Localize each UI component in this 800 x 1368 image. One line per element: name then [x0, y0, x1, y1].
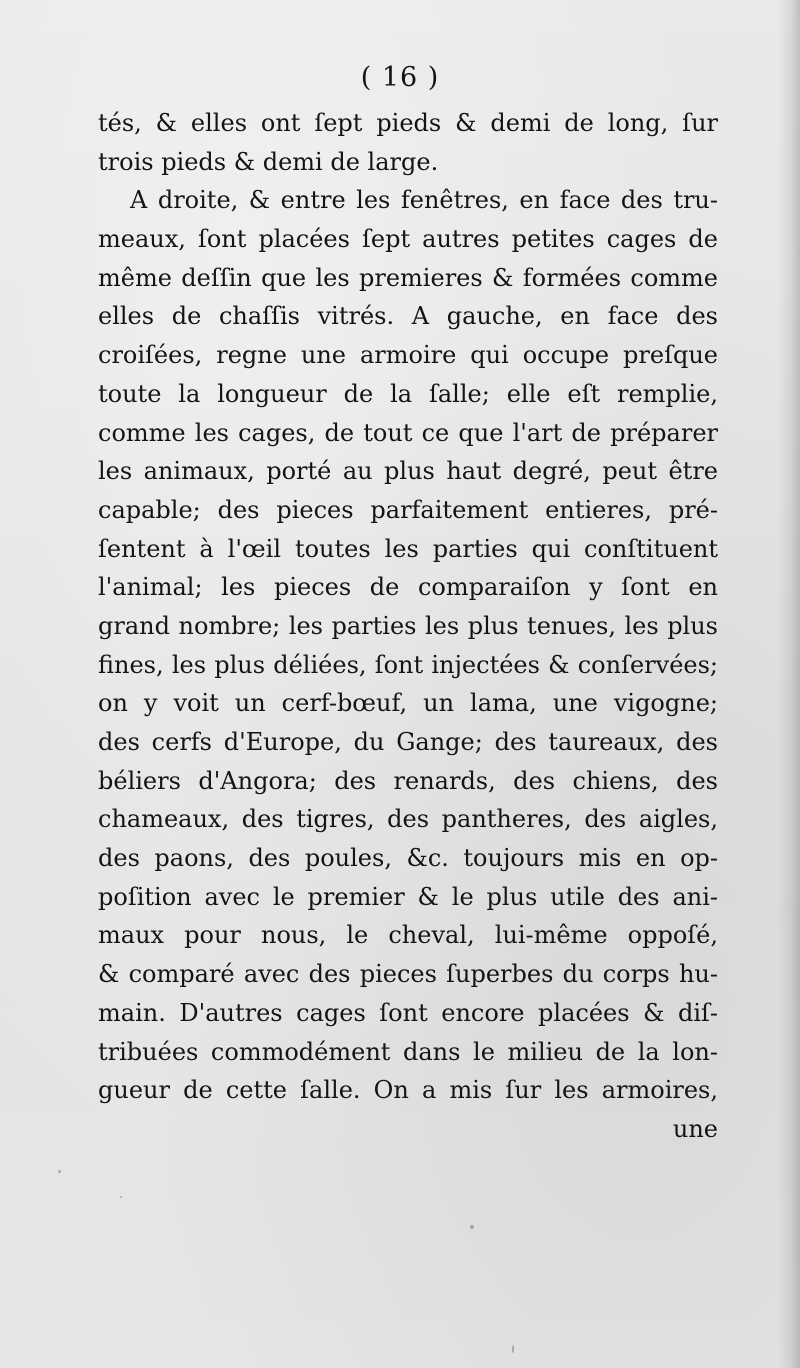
- text-line: des cerfs d'Europe, du Gange; des taureaux, des: [98, 728, 718, 756]
- text-line: ſentent à l'œil toutes les parties qui conſtituent: [98, 534, 718, 563]
- text-line: gueur de cette ſalle. On a mis ſur les armoires,: [98, 1076, 718, 1105]
- text-line: tés, & elles ont ſept pieds & demi de long, ſur: [98, 109, 718, 137]
- text-line: maux pour nous, le cheval, lui-même oppoſé,: [98, 921, 718, 950]
- text-line: grand nombre; les parties les plus tenues, les plus: [98, 611, 718, 640]
- text-line: & comparé avec des pieces ſuperbes du corps hu-: [98, 960, 718, 989]
- text-line: A droite, & entre les fenêtres, en face des tru-: [130, 186, 718, 215]
- text-line: comme les cages, de tout ce que l'art de préparer: [98, 418, 718, 447]
- text-line: toute la longueur de la ſalle; elle eſt remplie,: [98, 379, 718, 408]
- text-line: poſition avec le premier & le plus utile des ani-: [98, 882, 718, 911]
- spine-shadow: [778, 0, 800, 1368]
- text-line: les animaux, porté au plus haut degré, peut être: [98, 457, 718, 486]
- text-line: trois pieds & demi de large.: [98, 147, 439, 176]
- text-line: meaux, ſont placées ſept autres petites cages de: [98, 225, 718, 254]
- text-line: béliers d'Angora; des renards, des chiens, des: [98, 766, 718, 795]
- body-text: [98, 104, 718, 1149]
- text-line: même deſſin que les premieres & formées comme: [98, 263, 718, 292]
- text-line: chameaux, des tigres, des pantheres, des aigles,: [98, 805, 718, 834]
- paper-speck: [512, 1345, 514, 1353]
- paper-speck: [470, 1225, 474, 1229]
- text-line: on y voit un cerf-bœuf, un lama, une vigogne;: [98, 689, 718, 718]
- text-line: fines, les plus déliées, ſont injectées & conſervées;: [98, 650, 718, 679]
- text-line: capable; des pieces parfaitement entieres, pré-: [98, 495, 718, 524]
- catchword: une: [672, 1114, 718, 1143]
- text-line: main. D'autres cages ſont encore placées & diſ-: [98, 998, 718, 1027]
- text-line: tribuées commodément dans le milieu de la lon-: [98, 1037, 718, 1066]
- paper-speck: [120, 1196, 122, 1198]
- text-line: croiſées, regne une armoire qui occupe preſque: [98, 341, 718, 370]
- paper-speck: [58, 1170, 61, 1173]
- page-number: ( 16 ): [360, 62, 440, 93]
- text-line: l'animal; les pieces de comparaiſon y ſont en: [98, 573, 718, 602]
- text-line: elles de chaſſis vitrés. A gauche, en face des: [98, 302, 718, 331]
- text-line: des paons, des poules, &c. toujours mis en op-: [98, 844, 718, 873]
